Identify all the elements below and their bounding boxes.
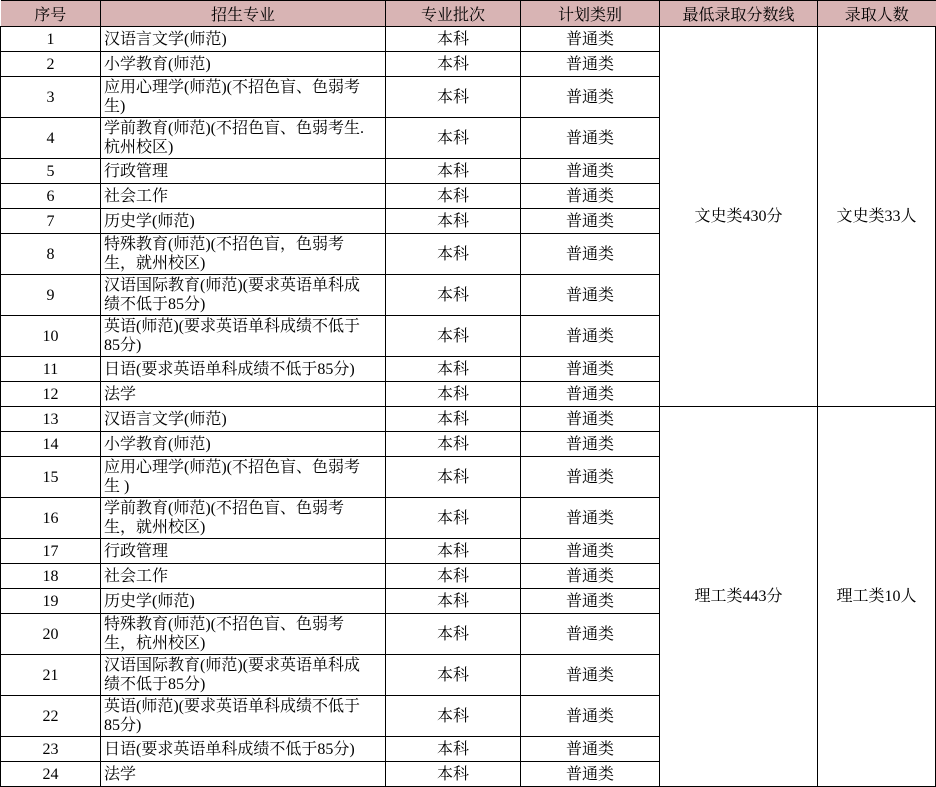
category-cell: 普通类 xyxy=(521,118,660,159)
major-cell: 应用心理学(师范)(不招色盲、色弱考生) xyxy=(101,77,386,118)
serial-cell: 23 xyxy=(1,737,101,762)
batch-cell: 本科 xyxy=(386,234,521,275)
category-cell: 普通类 xyxy=(521,159,660,184)
major-cell: 行政管理 xyxy=(101,159,386,184)
major-cell: 法学 xyxy=(101,382,386,407)
major-cell: 小学教育(师范) xyxy=(101,432,386,457)
serial-cell: 5 xyxy=(1,159,101,184)
major-cell: 汉语国际教育(师范)(要求英语单科成绩不低于85分) xyxy=(101,655,386,696)
major-cell: 历史学(师范) xyxy=(101,589,386,614)
major-cell: 特殊教育(师范)(不招色盲、色弱考生，杭州校区) xyxy=(101,614,386,655)
serial-cell: 4 xyxy=(1,118,101,159)
serial-cell: 15 xyxy=(1,457,101,498)
category-cell: 普通类 xyxy=(521,457,660,498)
category-cell: 普通类 xyxy=(521,407,660,432)
serial-cell: 3 xyxy=(1,77,101,118)
category-cell: 普通类 xyxy=(521,234,660,275)
table-row xyxy=(1,407,936,432)
header-serial: 序号 xyxy=(1,1,101,27)
serial-cell: 17 xyxy=(1,539,101,564)
batch-cell: 本科 xyxy=(386,539,521,564)
major-cell: 日语(要求英语单科成绩不低于85分) xyxy=(101,737,386,762)
category-cell: 普通类 xyxy=(521,432,660,457)
header-min-score: 最低录取分数线 xyxy=(660,1,818,27)
serial-cell: 12 xyxy=(1,382,101,407)
serial-cell: 18 xyxy=(1,564,101,589)
major-cell: 汉语国际教育(师范)(要求英语单科成绩不低于85分) xyxy=(101,275,386,316)
batch-cell: 本科 xyxy=(386,564,521,589)
category-cell: 普通类 xyxy=(521,737,660,762)
batch-cell: 本科 xyxy=(386,159,521,184)
batch-cell: 本科 xyxy=(386,498,521,539)
major-cell: 社会工作 xyxy=(101,184,386,209)
category-cell: 普通类 xyxy=(521,382,660,407)
major-cell: 社会工作 xyxy=(101,564,386,589)
batch-cell: 本科 xyxy=(386,457,521,498)
batch-cell: 本科 xyxy=(386,357,521,382)
serial-cell: 11 xyxy=(1,357,101,382)
serial-cell: 20 xyxy=(1,614,101,655)
serial-cell: 8 xyxy=(1,234,101,275)
batch-cell: 本科 xyxy=(386,762,521,787)
header-major: 招生专业 xyxy=(101,1,386,27)
batch-cell: 本科 xyxy=(386,382,521,407)
major-cell: 汉语言文学(师范) xyxy=(101,407,386,432)
serial-cell: 10 xyxy=(1,316,101,357)
category-cell: 普通类 xyxy=(521,696,660,737)
serial-cell: 24 xyxy=(1,762,101,787)
serial-cell: 14 xyxy=(1,432,101,457)
major-cell: 英语(师范)(要求英语单科成绩不低于85分) xyxy=(101,316,386,357)
batch-cell: 本科 xyxy=(386,275,521,316)
category-cell: 普通类 xyxy=(521,564,660,589)
category-cell: 普通类 xyxy=(521,275,660,316)
header-category: 计划类别 xyxy=(521,1,660,27)
serial-cell: 21 xyxy=(1,655,101,696)
batch-cell: 本科 xyxy=(386,614,521,655)
serial-cell: 7 xyxy=(1,209,101,234)
admit-count-cell: 文史类33人 xyxy=(818,27,936,407)
table-body xyxy=(1,27,936,787)
min-score-cell: 文史类430分 xyxy=(660,27,818,407)
batch-cell: 本科 xyxy=(386,655,521,696)
batch-cell: 本科 xyxy=(386,432,521,457)
batch-cell: 本科 xyxy=(386,316,521,357)
category-cell: 普通类 xyxy=(521,539,660,564)
batch-cell: 本科 xyxy=(386,184,521,209)
batch-cell: 本科 xyxy=(386,209,521,234)
header-batch: 专业批次 xyxy=(386,1,521,27)
batch-cell: 本科 xyxy=(386,77,521,118)
major-cell: 英语(师范)(要求英语单科成绩不低于85分) xyxy=(101,696,386,737)
major-cell: 行政管理 xyxy=(101,539,386,564)
serial-cell: 9 xyxy=(1,275,101,316)
major-cell: 特殊教育(师范)(不招色盲，色弱考生，就州校区) xyxy=(101,234,386,275)
admit-count-cell: 理工类10人 xyxy=(818,407,936,787)
major-cell: 学前教育(师范)(不招色盲、色弱考生.杭州校区) xyxy=(101,118,386,159)
major-cell: 汉语言文学(师范) xyxy=(101,27,386,52)
category-cell: 普通类 xyxy=(521,52,660,77)
major-cell: 日语(要求英语单科成绩不低于85分) xyxy=(101,357,386,382)
category-cell: 普通类 xyxy=(521,655,660,696)
category-cell: 普通类 xyxy=(521,614,660,655)
category-cell: 普通类 xyxy=(521,184,660,209)
serial-cell: 2 xyxy=(1,52,101,77)
batch-cell: 本科 xyxy=(386,407,521,432)
major-cell: 历史学(师范) xyxy=(101,209,386,234)
category-cell: 普通类 xyxy=(521,209,660,234)
table-row xyxy=(1,27,936,52)
serial-cell: 13 xyxy=(1,407,101,432)
category-cell: 普通类 xyxy=(521,498,660,539)
major-cell: 应用心理学(师范)(不招色盲、色弱考生 ) xyxy=(101,457,386,498)
header-row xyxy=(1,1,936,27)
category-cell: 普通类 xyxy=(521,357,660,382)
major-cell: 小学教育(师范) xyxy=(101,52,386,77)
table-header xyxy=(1,1,936,27)
category-cell: 普通类 xyxy=(521,27,660,52)
major-cell: 学前教育(师范)(不招色盲、色弱考生，就州校区) xyxy=(101,498,386,539)
batch-cell: 本科 xyxy=(386,118,521,159)
batch-cell: 本科 xyxy=(386,589,521,614)
category-cell: 普通类 xyxy=(521,762,660,787)
serial-cell: 16 xyxy=(1,498,101,539)
serial-cell: 1 xyxy=(1,27,101,52)
serial-cell: 6 xyxy=(1,184,101,209)
category-cell: 普通类 xyxy=(521,77,660,118)
category-cell: 普通类 xyxy=(521,589,660,614)
category-cell: 普通类 xyxy=(521,316,660,357)
batch-cell: 本科 xyxy=(386,737,521,762)
min-score-cell: 理工类443分 xyxy=(660,407,818,787)
header-admit-count: 录取人数 xyxy=(818,1,936,27)
major-cell: 法学 xyxy=(101,762,386,787)
batch-cell: 本科 xyxy=(386,27,521,52)
serial-cell: 22 xyxy=(1,696,101,737)
batch-cell: 本科 xyxy=(386,696,521,737)
batch-cell: 本科 xyxy=(386,52,521,77)
serial-cell: 19 xyxy=(1,589,101,614)
